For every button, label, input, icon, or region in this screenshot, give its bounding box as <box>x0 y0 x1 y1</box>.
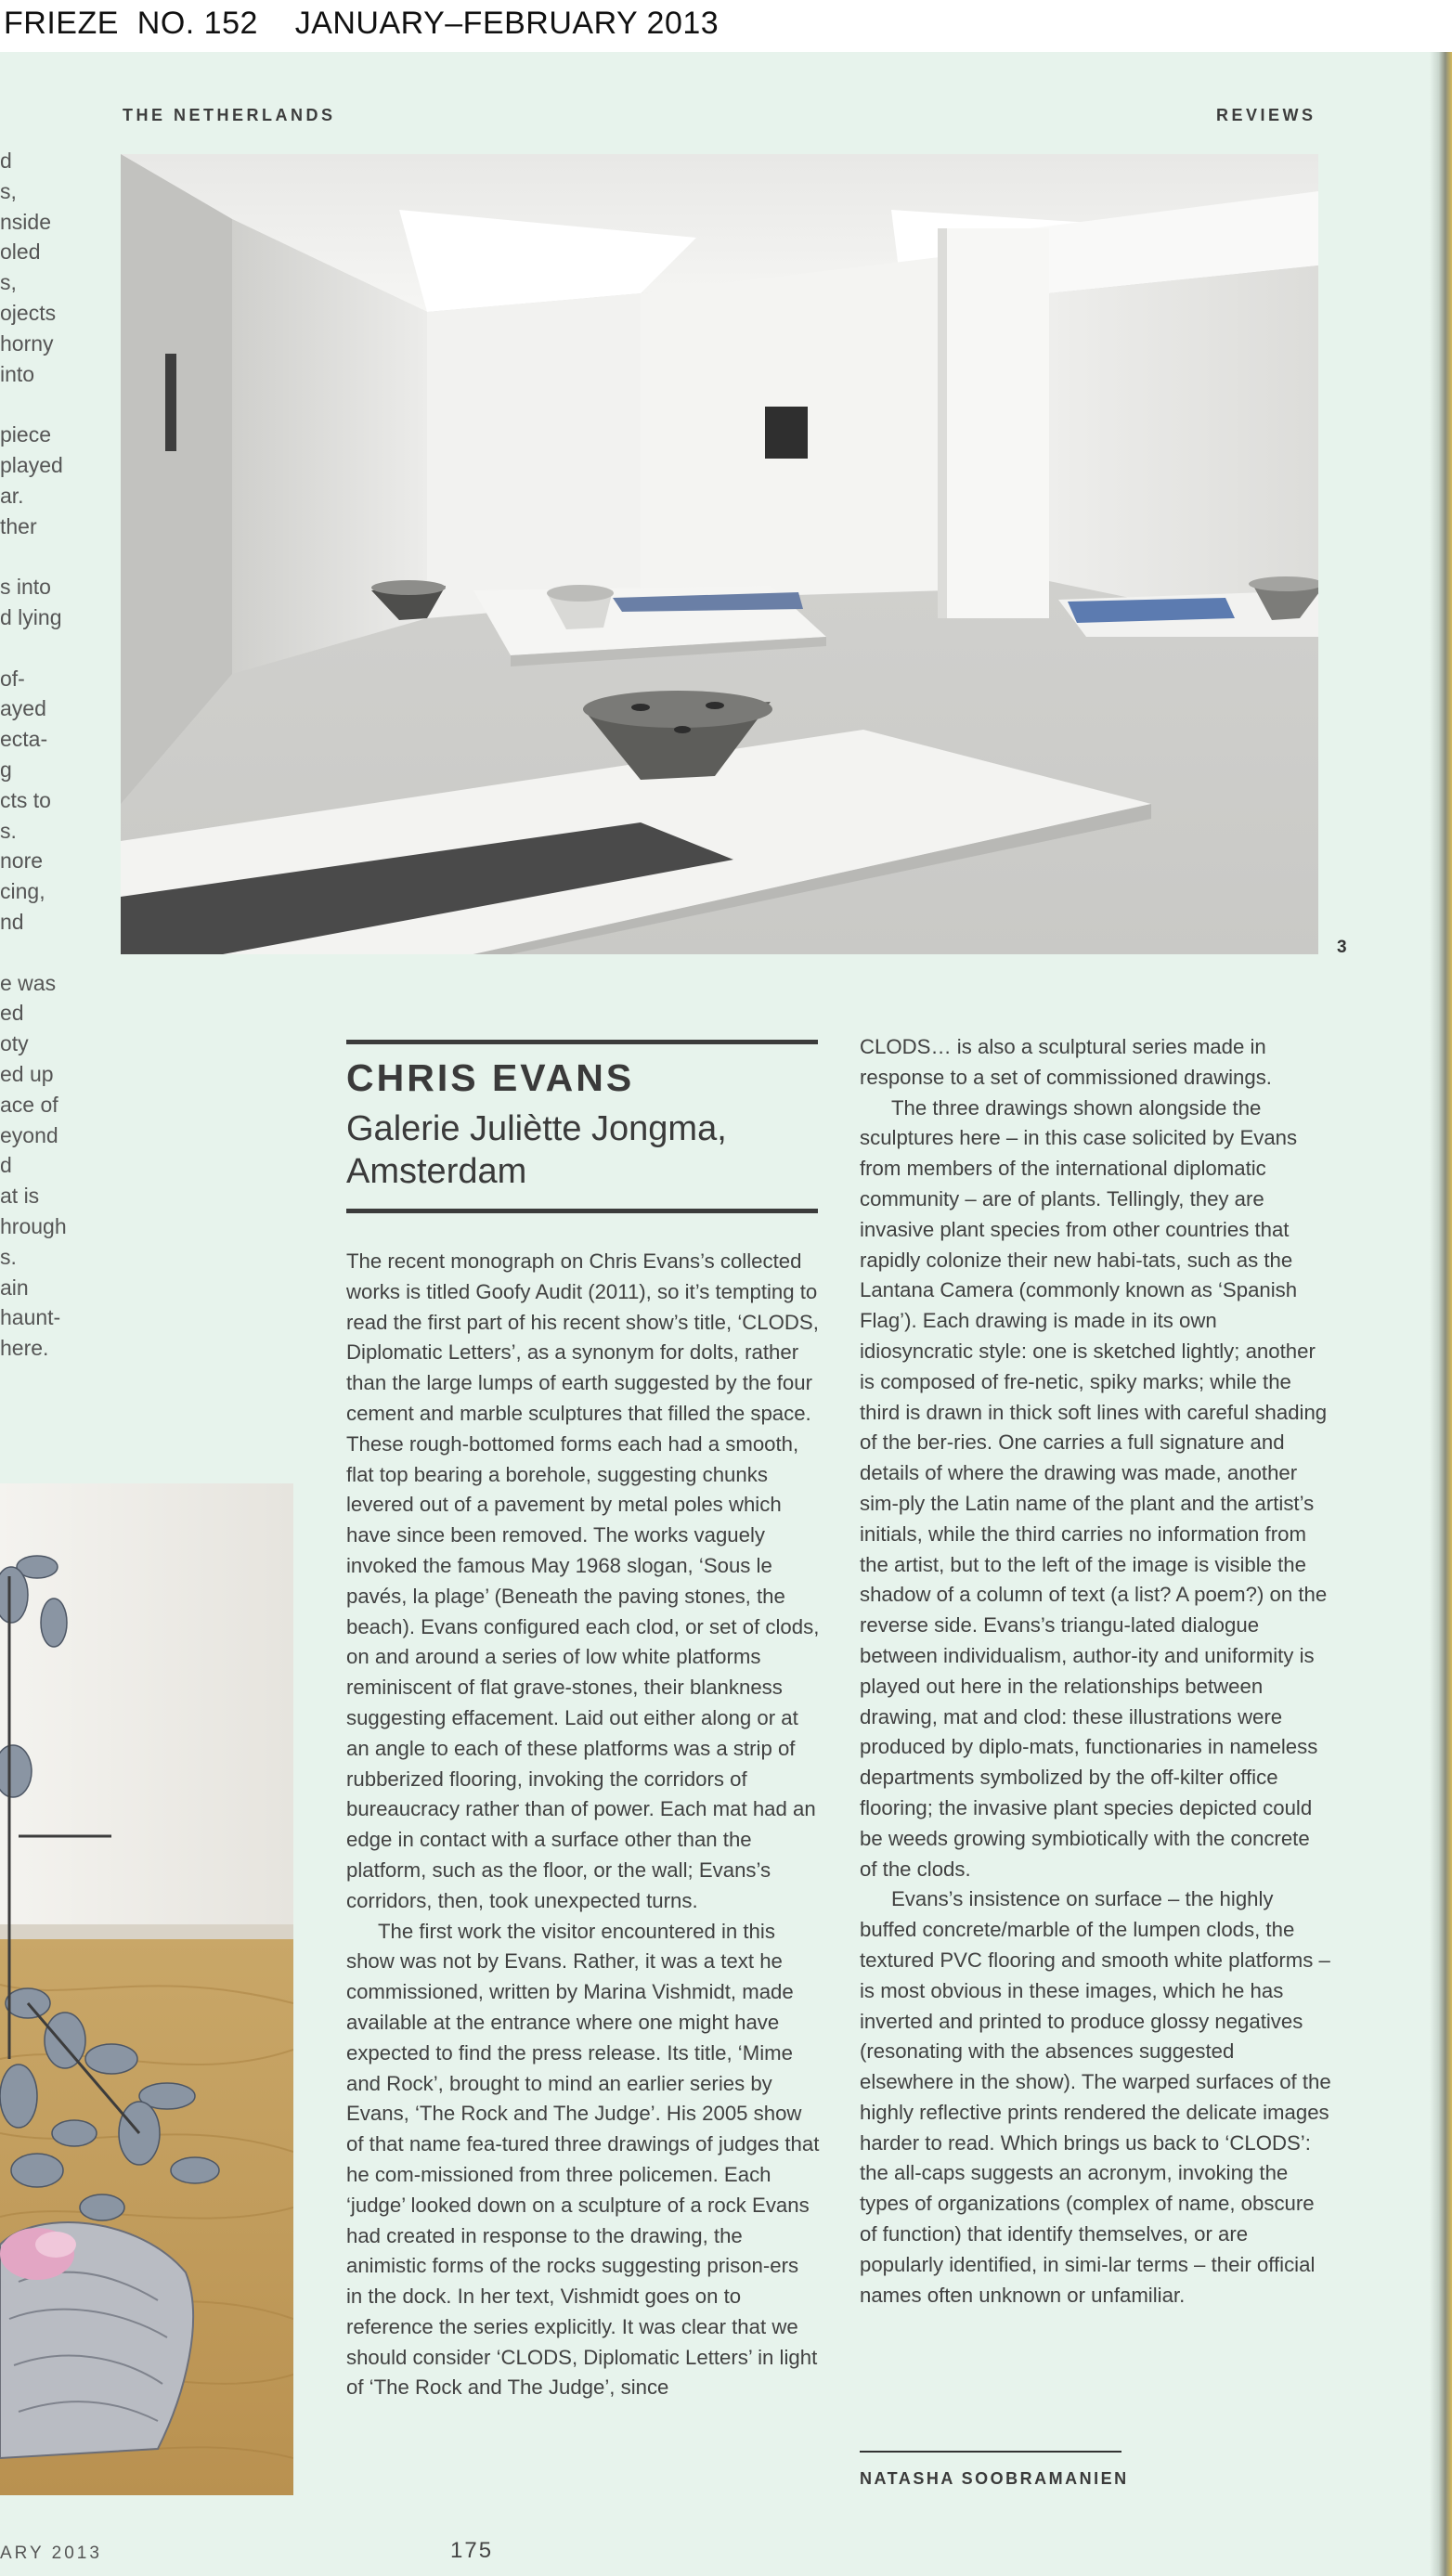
artist-name: CHRIS EVANS <box>346 1056 635 1099</box>
venue-name: Galerie Juliètte Jongma, Amsterdam <box>346 1109 727 1191</box>
previous-page-text-fragment: ed up <box>0 1062 54 1086</box>
byline-rule <box>860 2451 1121 2453</box>
section-label-reviews: REVIEWS <box>1216 106 1316 124</box>
previous-page-text-fragment: d lying <box>0 605 62 629</box>
body-paragraph: The first work the visitor encountered in this show was not by Evans. Rather, it was a text he commissioned, written by Marina Vishmidt, made available at the entrance where one might have expected to find the press release. Its title, ‘Mime and Rock’, brought to mind an earlier series by Evans, ‘The Rock and The Judge’. His 2005 show of that name fea-tured three drawings of judges that he com-missioned from three policemen. Each ‘judge’ looked down on a sculpture of a rock Evans had created in response to the drawing, the animistic forms of the rocks suggesting prison-ers in the dock. In her text, Vishmidt goes on to reference the series explicitly. It was clear that we should consider ‘CLODS, Diplomatic Letters’ in light of ‘The Rock and The Judge’, since <box>346 1919 820 2400</box>
previous-page-text-fragment: into <box>0 361 35 386</box>
review-column-right <box>860 1032 1331 2311</box>
plant-sculpture-image <box>0 1483 293 2495</box>
previous-page-text-fragment: at is <box>0 1184 40 1209</box>
figure-number: 3 <box>1337 938 1347 957</box>
previous-page-footer: ARY 2013 <box>0 2544 102 2563</box>
previous-page-text-fragment: of- <box>0 666 25 691</box>
previous-page-text-fragment: nside <box>0 209 51 234</box>
wall-artwork <box>165 354 176 451</box>
page-edge <box>1430 52 1452 2576</box>
previous-page-text-fragment: d <box>0 1153 12 1178</box>
previous-page-text-fragment: ain <box>0 1275 29 1300</box>
previous-page-text-fragment: ther <box>0 513 37 538</box>
previous-page-text-fragment: oled <box>0 239 41 265</box>
previous-page-text-fragment: piece <box>0 422 51 447</box>
heading-rule-top <box>346 1040 818 1044</box>
previous-page-text-fragment: ecta- <box>0 727 48 752</box>
heading-rule-bottom <box>346 1209 818 1213</box>
gallery-installation-image <box>121 154 1318 954</box>
previous-page-text-fragment: ar. <box>0 483 24 508</box>
previous-page-text-fragment: cts to <box>0 787 51 812</box>
previous-page-text-fragment: haunt- <box>0 1305 61 1330</box>
document-header <box>0 0 1452 50</box>
review-column-left <box>346 1247 820 2403</box>
previous-page-text-fragment: here. <box>0 1336 49 1361</box>
previous-page-text-fragment: s, <box>0 270 17 295</box>
previous-page-text-fragment: oty <box>0 1031 29 1056</box>
body-paragraph: The three drawings shown alongside the sculptures here – in this case solicited by Evans from members of the international diplomatic community – are of plants. Tellingly, they are invasive plant species from other countries that rapidly colonize their new habi-tats, such as the Lantana Camera (commonly known as ‘Spanish Flag’). Each drawing is made in its own idiosyncratic style: one is sketched lightly; another is composed of fre-netic, spiky marks; while the third is drawn in thick soft lines with careful shading of the ber-ries. One carries a full signature and details of where the drawing was made, another sim-ply the Latin name of the plant and the artist’s initials, while the third carries no information from the artist, but to the left of the image is visible the shadow of a column of text (a list? A poem?) on the reverse side. Evans’s triangu-lated dialogue between individualism, author-ity and uniformity is played out here in the relationships between drawing, mat and clod: these illustrations were produced by diplo-mats, functionaries in nameless departments symbolized by the off-kilter office flooring; the invasive plant species depicted could be weeds growing symbiotically with the concrete of the clods. <box>860 1095 1328 1881</box>
previous-page-photo <box>0 1483 293 2495</box>
previous-page-text-fragment: s. <box>0 1244 17 1269</box>
body-paragraph: The recent monograph on Chris Evans’s collected works is titled Goofy Audit (2011), so it’s tempting to read the first part of his recent show’s title, ‘CLODS, Diplomatic Letters’, as a synonym for dolts, rather than the large lumps of earth suggested by the four cement and marble sculptures that filled the space. These rough-bottomed forms each had a smooth, flat top bearing a borehole, suggesting chunks levered out of a pavement by metal poles which have since been removed. The works vaguely invoked the famous May 1968 slogan, ‘Sous le pavés, la plage’ (Beneath the paving stones, the beach). Evans configured each clod, or set of clods, on and around a series of low white platforms reminiscent of flat grave-stones, their blankness suggesting effacement. Laid out either along or at an angle to each of these platforms was a strip of rubberized flooring, invoking the corridors of bureaucracy rather than of power. Each mat had an edge in contact with a surface other than the platform, such as the floor, or the wall; Evans’s corridors, then, took unexpected turns. <box>346 1249 820 1912</box>
previous-page-text-fragment: e was <box>0 970 57 995</box>
previous-page-text-fragment: nore <box>0 848 44 874</box>
previous-page-text-fragment: played <box>0 453 63 477</box>
previous-page-text-fragment: g <box>0 757 12 782</box>
previous-page-text-fragment: nd <box>0 910 24 934</box>
body-paragraph: Evans’s insistence on surface – the highly buffed concrete/marble of the lumpen clods, the textured PVC flooring and smooth white platforms – is most obvious in these images, which he has inverted and printed to produce glossy negatives (resonating with the absences suggested elsewhere in the show). The warped surfaces of the highly reflective prints rendered the delicate images harder to read. Which brings us back to ‘CLODS’: the all-caps suggests an acronym, invoking the types of organizations (complex of name, obscure of function) that identify themselves, or are popularly identified, in simi-lar terms – their official names often unknown or unfamiliar. <box>860 1887 1331 2307</box>
author-byline: NATASHA SOOBRAMANIEN <box>860 2469 1129 2488</box>
previous-page-text-fragment: cing, <box>0 879 45 904</box>
body-paragraph: CLODS… is also a sculptural series made in response to a set of commissioned drawings. <box>860 1035 1272 1089</box>
previous-page-text-fragment: s into <box>0 575 51 600</box>
previous-page-text-fragment: ojects <box>0 301 57 325</box>
wall-artwork <box>765 407 808 459</box>
installation-photo <box>121 154 1318 954</box>
magazine-issue-header: FRIEZE NO. 152 JANUARY–FEBRUARY 2013 <box>4 6 720 41</box>
previous-page-text-fragment: s. <box>0 818 17 843</box>
previous-page-text-fragment: ayed <box>0 696 46 721</box>
section-label-country: THE NETHERLANDS <box>123 106 336 124</box>
page-number: 175 <box>450 2538 494 2563</box>
previous-page-text-fragment: s, <box>0 178 17 203</box>
previous-page-text-fragment: ace of <box>0 1092 58 1117</box>
previous-page-text-fragment: d <box>0 149 12 173</box>
previous-page-text-fragment: hrough <box>0 1214 67 1238</box>
previous-page-text-fragment: ed <box>0 1001 24 1026</box>
previous-page-text-fragment: horny <box>0 330 54 356</box>
previous-page-text-fragment: eyond <box>0 1122 58 1147</box>
